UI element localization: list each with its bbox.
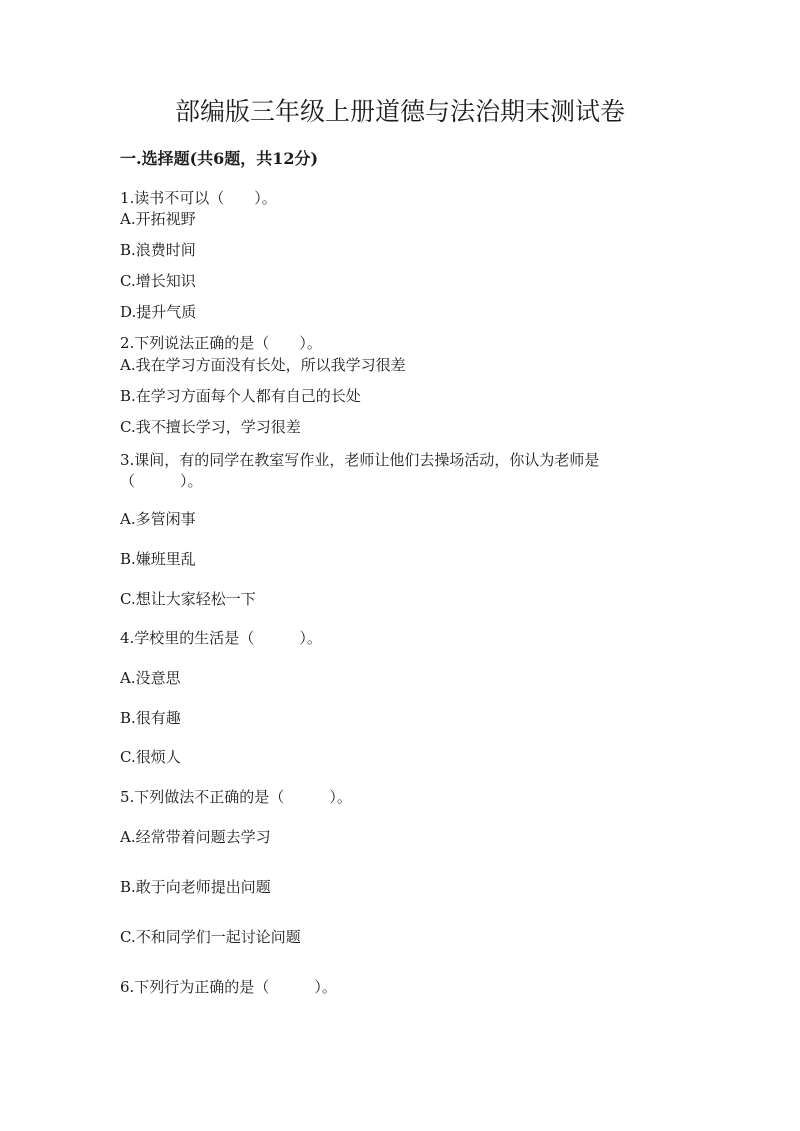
question-3-stem-continued: （ ）。: [120, 472, 203, 490]
question-4-option-a: A.没意思: [120, 669, 181, 687]
question-4-option-b: B.很有趣: [120, 709, 181, 727]
question-5-option-c: C.不和同学们一起讨论问题: [120, 928, 301, 946]
question-2-option-b: B.在学习方面每个人都有自己的长处: [120, 387, 361, 405]
question-1-option-b: B.浪费时间: [120, 241, 196, 259]
question-5-option-b: B.敢于向老师提出问题: [120, 878, 271, 896]
page-title: 部编版三年级上册道德与法治期末测试卷: [174, 97, 625, 126]
question-2-option-a: A.我在学习方面没有长处，所以我学习很差: [120, 356, 406, 374]
question-3-option-b: B.嫌班里乱: [120, 550, 196, 568]
question-6-stem: 6.下列行为正确的是（ ）。: [120, 978, 337, 996]
question-3-option-c: C.想让大家轻松一下: [120, 590, 256, 608]
question-3-stem: 3.课间，有的同学在教室写作业，老师让他们去操场活动，你认为老师是: [120, 451, 600, 469]
question-1-stem: 1.读书不可以（ ）。: [120, 189, 277, 207]
question-5-option-a: A.经常带着问题去学习: [120, 828, 271, 846]
question-4-stem: 4.学校里的生活是（ ）。: [120, 629, 322, 647]
question-1-option-d: D.提升气质: [120, 303, 197, 321]
question-5-stem: 5.下列做法不正确的是（ ）。: [120, 788, 352, 806]
section-heading: 一.选择题(共6题，共12分): [120, 149, 319, 168]
question-3-option-a: A.多管闲事: [120, 510, 196, 528]
question-1-option-a: A.开拓视野: [120, 210, 196, 228]
question-1-option-c: C.增长知识: [120, 272, 196, 290]
question-4-option-c: C.很烦人: [120, 748, 181, 766]
question-2-stem: 2.下列说法正确的是（ ）。: [120, 334, 322, 352]
question-2-option-c: C.我不擅长学习，学习很差: [120, 418, 301, 436]
